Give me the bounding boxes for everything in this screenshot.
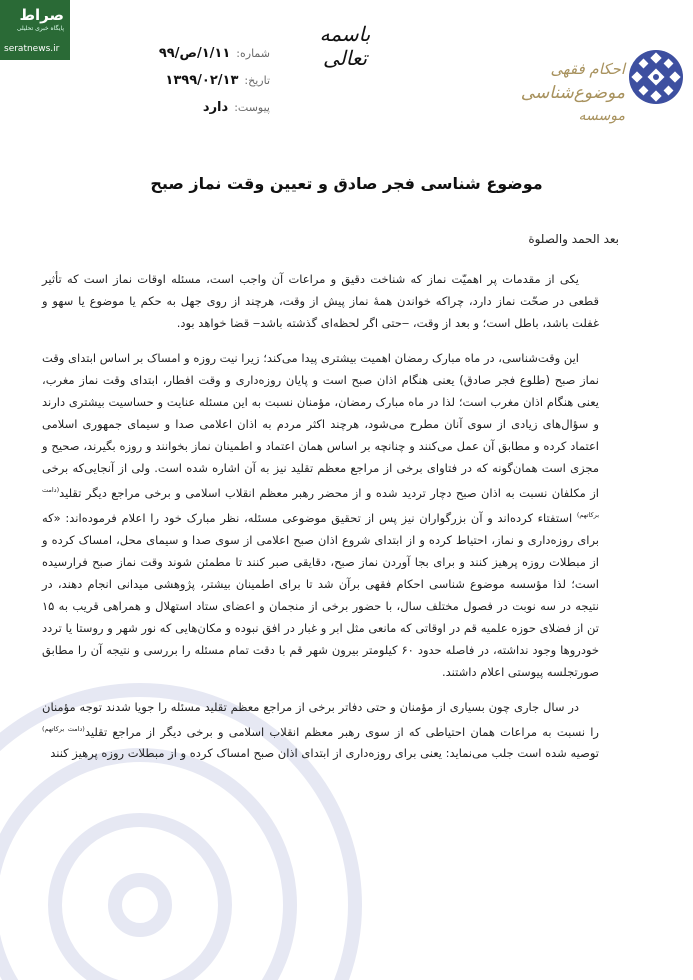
- meta-label: تاریخ:: [244, 74, 270, 87]
- meta-value: ۱۳۹۹/۰۲/۱۳: [165, 73, 239, 88]
- site-tagline: پایگاه خبری تحلیلی: [16, 25, 64, 32]
- site-watermark-badge: [0, 0, 70, 60]
- basmala: باسمه تعالی: [319, 22, 371, 70]
- letter-metadata: [95, 40, 270, 121]
- letter-title: موضوع شناسی فجر صادق و تعیین وقت نماز صبح: [150, 174, 543, 193]
- honorific: (دامت برکاتهم): [42, 486, 599, 519]
- greeting: بعد الحمد والصلوة: [528, 232, 619, 246]
- institute-name: [521, 58, 625, 127]
- logo-line: موضوع‌شناسی: [520, 82, 625, 103]
- paragraph-text: در سال جاری چون بسیاری از مؤمنان و حتی دفاتر برخی از مراجع معظم تقلید مسئله را جویا شدند توجه مؤمنان را نسبت به مراعات همان احتیاطی که از سوی رهبر معظم انقلاب اسلامی و برخی دیگر از مراجع تقلید: [42, 699, 599, 739]
- paragraph-text: توصیه شده است جلب می‌نماید: یعنی برای روزه‌داری از ابتدای اذان صبح امساک کرده و از مبطلات روزه پرهیز کنند: [50, 746, 599, 761]
- institute-emblem-icon: [627, 48, 685, 106]
- honorific: (دامت برکاتهم): [42, 724, 85, 733]
- meta-value: دارد: [202, 100, 229, 115]
- meta-attachment: [95, 94, 270, 121]
- letter-body: [42, 268, 599, 777]
- site-name: صراط: [19, 6, 64, 24]
- site-url: seratnews.ir: [4, 44, 60, 54]
- paragraph-text: استفتاء کرده‌اند و آن بزرگواران نیز پس از تحقیق موضوعی مسئله، نظر مبارک خود را اعلام فرموده‌اند: «که برای روزه‌داری و نماز، احتیاط کرده و از ابتدای شروع اذان صبح اعلامی از سوی صدا و سیمای محل، امساک کرده و از مبطلات روزه پرهیز کنند و برای بجا آوردن نماز صبح، دقایقی صبر کنند تا مطمئن شوند وقت نماز صبح فرارسیده است؛ لذا مؤسسه موضوع شناسی احکام فقهی برآن شد تا برای اطمینان بیشتر، پژوهشی میدانی انجام دهند، در نتیجه در سه نوبت در فصول مختلف سال، با حضور برخی از منجمان و اعضای ستاد استهلال و همراهی قریب به ۱۵ تن از فضلای حوزه علمیه قم در اوقاتی که مانعی مثل ابر و غبار در افق نبوده و مکان‌هایی که نور شهر و روستا یا تردد خودروها وجود نداشته، در فاصله حدود ۶۰ کیلومتر بیرون شهر قم با دقت تمام مسئله را بررسی و نتیجه آن را مطابق صورتجلسه پیوستی اعلام داشتند.: [42, 510, 599, 679]
- paragraph: [42, 268, 599, 334]
- meta-value: ۱/۱۱/ص/۹۹: [158, 46, 231, 61]
- logo-line: احکام فقهی: [550, 60, 625, 78]
- paragraph: [42, 696, 599, 765]
- meta-label: پیوست:: [234, 101, 270, 114]
- logo-line: موسسه: [578, 108, 625, 124]
- paragraph: [42, 347, 599, 683]
- meta-label: شماره:: [236, 47, 270, 60]
- paragraph-text: یکی از مقدمات پر اهمیّت نماز که شناخت دقیق و مراعات آن واجب است، مسئله اوقات نماز است که تأثیر قطعی در صحّت نماز دارد، چراکه خواندن همهٔ نماز پیش از وقت، هرچند از روی جهل به حکم یا موضوع یا سهو و غفلت باشد، باطل است؛ و بعد از وقت، ‒حتی اگر لحظه‌ای گذشته باشد‒ قضا خواهد بود.: [42, 272, 599, 330]
- institute-logo: [515, 48, 685, 148]
- paragraph-text: این وقت‌شناسی، در ماه مبارک رمضان اهمیت بیشتری پیدا می‌کند؛ زیرا نیت روزه و امساک بر اساس ابتدای وقت نماز صبح (طلوع فجر صادق) یعنی هنگام اذان صبح است و پایان روزه‌داری و وقت افطار، ابتدای وقت نماز مغرب، یعنی هنگام اذان مغرب است؛ لذا در ماه مبارک رمضان، مؤمنان نسبت به این مسئله عنایت و حساسیت بیشتری دارند و سؤال‌های زیادی از سوی آنان مطرح می‌شود، هرچند اکثر مردم به اذان اعلامی صدا و سیمای جمهوری اسلامی اعتماد کرده و مطابق آن عمل می‌کنند و چنانچه بر اساس همان اعتماد و اطمینان نماز بخوانند و روزه بگیرند، صحیح و مجزی است همان‌گونه که در فتاوای برخی از مراجع معظم تقلید نیز به آن اشاره شده است. ولی از آنجایی‌که برخی از مکلفان نسبت به اذان صبح دچار تردید شده و از محضر رهبر معظم انقلاب اسلامی و برخی مراجع دیگر تقلید: [42, 351, 599, 500]
- meta-number: [95, 40, 270, 67]
- meta-date: [95, 67, 270, 94]
